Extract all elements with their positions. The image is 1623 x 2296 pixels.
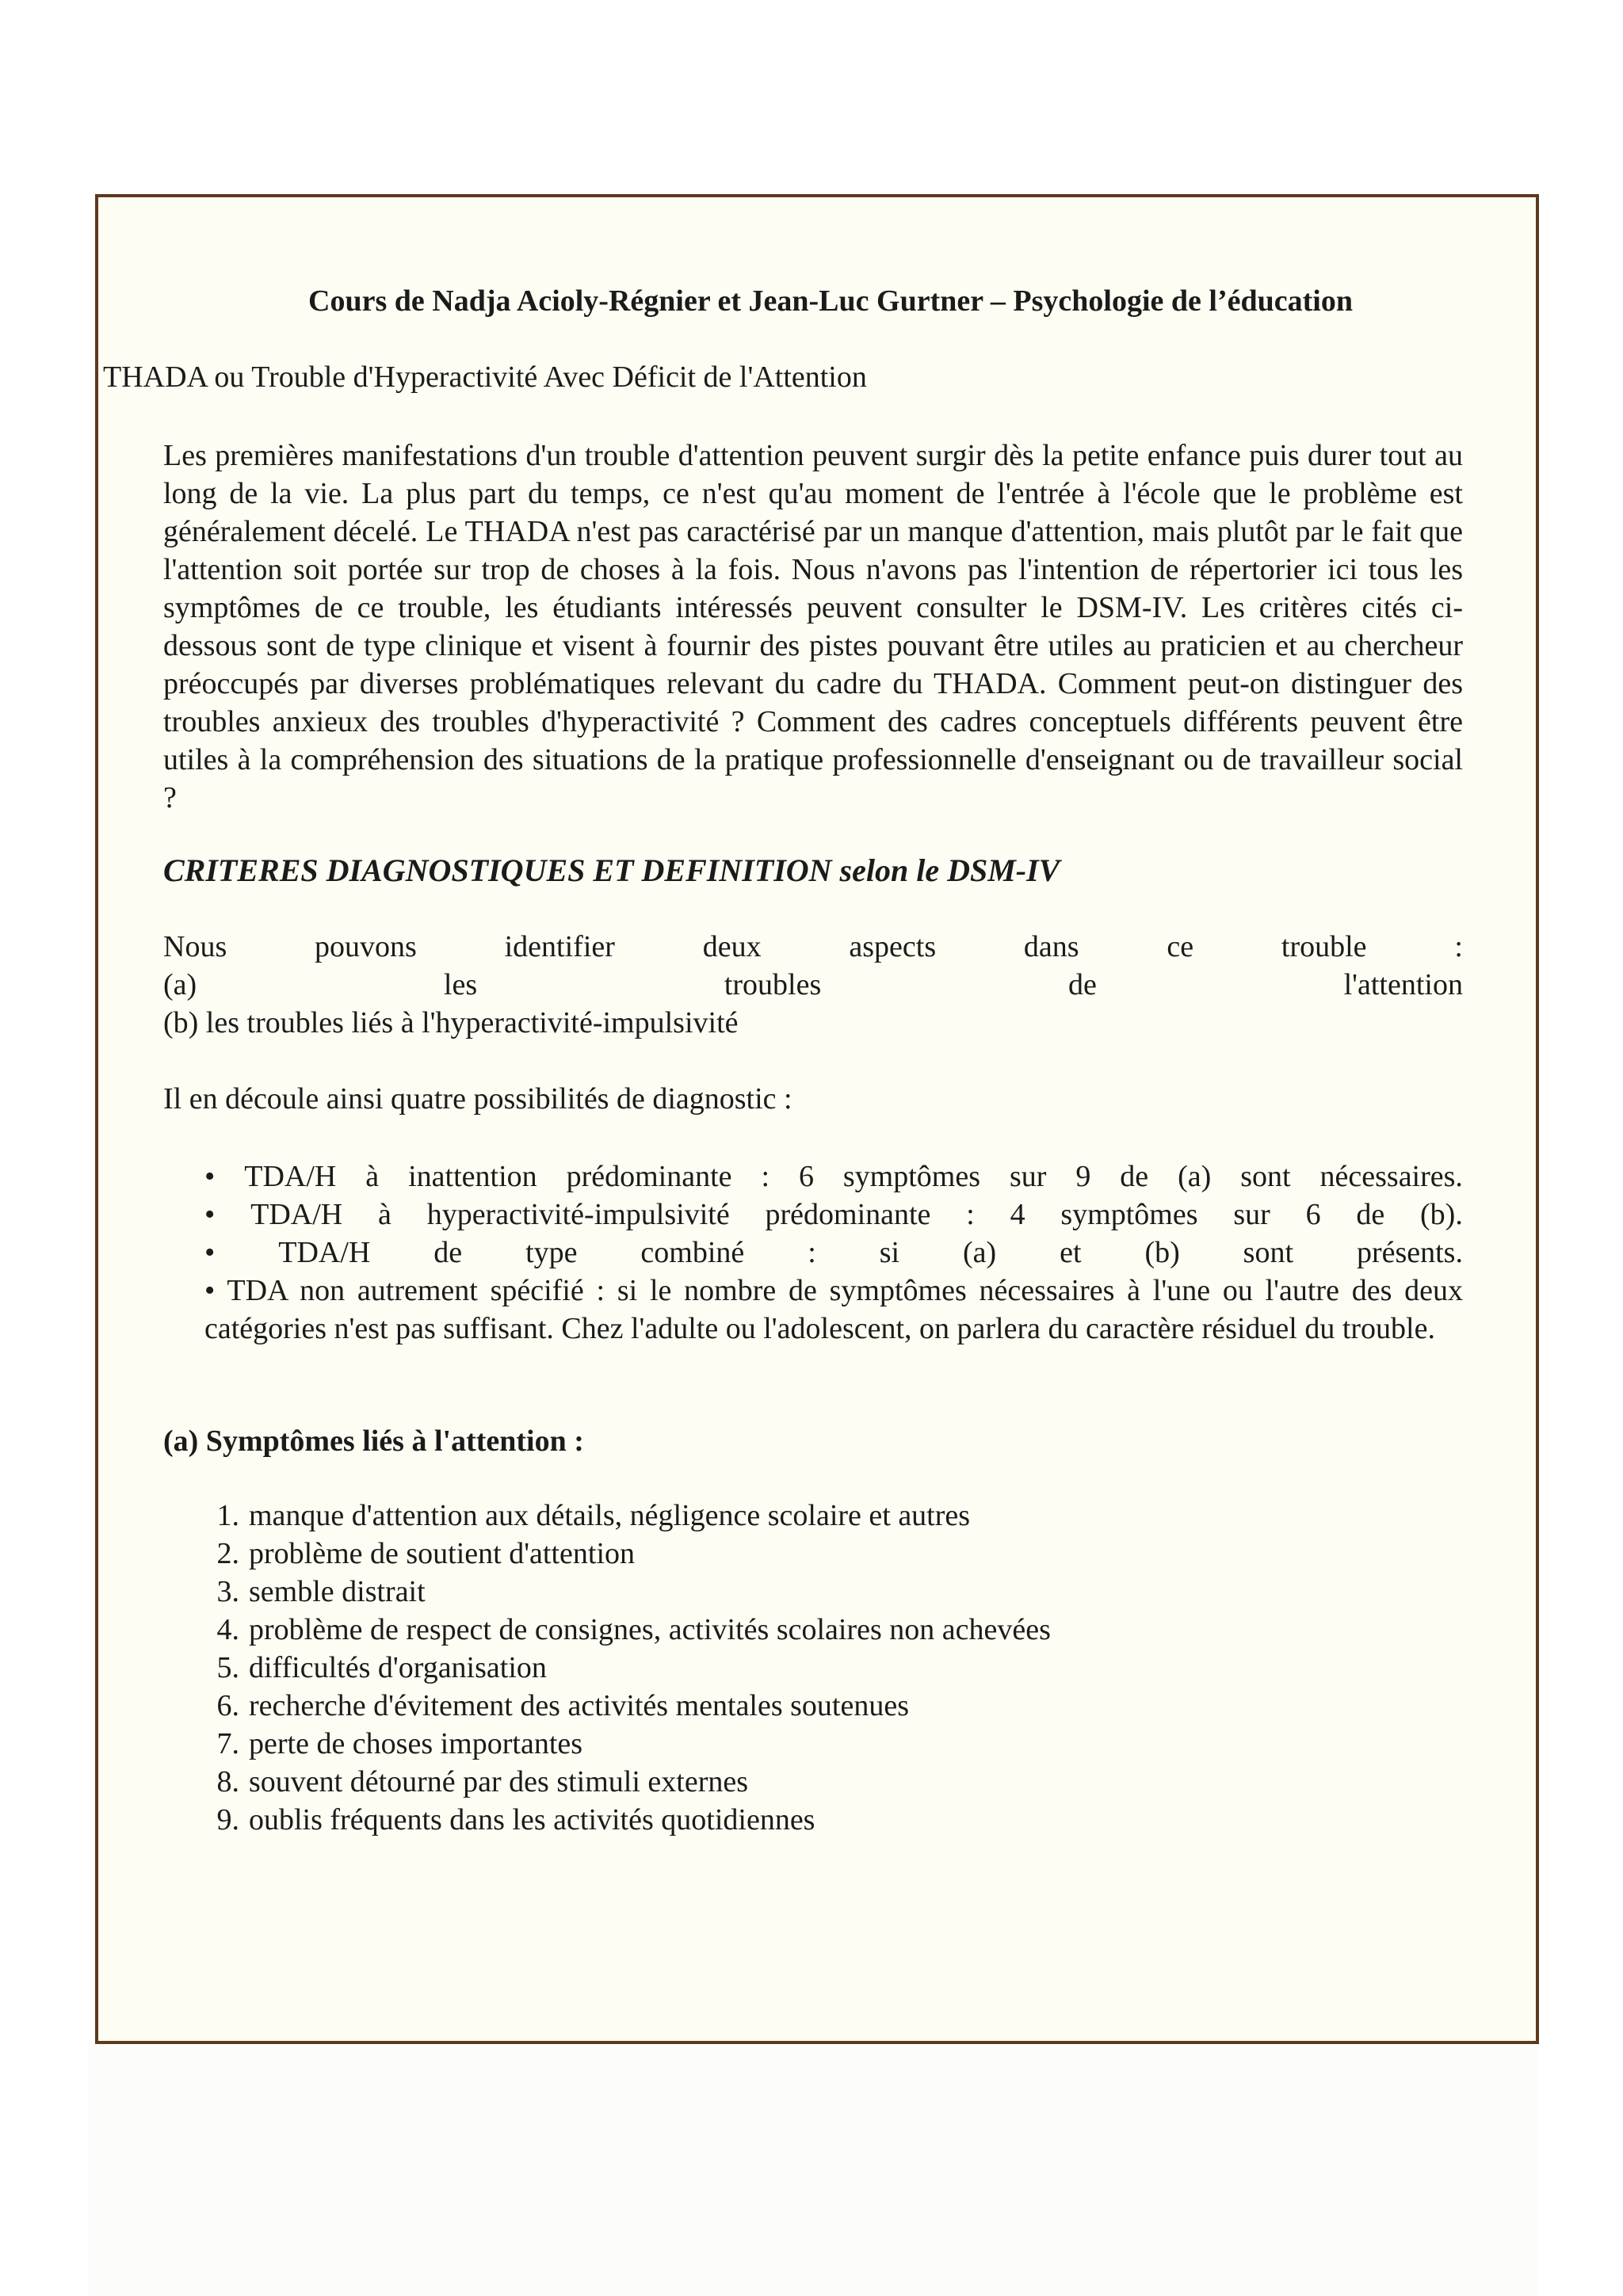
word: 9 <box>1075 1160 1091 1193</box>
possibilities-intro: Il en découle ainsi quatre possibilités de diagnostic : <box>163 1082 792 1116</box>
list-item <box>216 1611 1051 1649</box>
attention-symptoms-heading: (a) Symptômes liés à l'attention : <box>163 1425 584 1458</box>
word: (b) <box>1144 1236 1180 1269</box>
word: • <box>204 1198 216 1231</box>
aspects-intro-line <box>163 928 1463 966</box>
word: aspects <box>849 930 937 963</box>
aspects-paragraph <box>163 928 1463 1042</box>
list-item <box>216 1497 1051 1535</box>
list-item-text: oublis fréquents dans les activités quotidiennes <box>249 1803 815 1836</box>
list-item-text: problème de respect de consignes, activités scolaires non achevées <box>249 1613 1051 1646</box>
bullet-item <box>204 1158 1463 1196</box>
aspect-b-line: (b) les troubles liés à l'hyperactivité-impulsivité <box>163 1006 739 1039</box>
word: hyperactivité-impulsivité <box>426 1198 730 1231</box>
list-item-text: semble distrait <box>249 1575 426 1608</box>
list-item-number: 4. <box>216 1613 239 1646</box>
word: et <box>1060 1236 1082 1269</box>
bullet-item <box>204 1196 1463 1234</box>
word: symptômes <box>842 1160 981 1193</box>
word: pouvons <box>315 930 417 963</box>
word: présents. <box>1356 1236 1463 1269</box>
list-item <box>216 1573 1051 1611</box>
list-item-number: 2. <box>216 1537 239 1570</box>
list-item <box>216 1649 1051 1687</box>
word: trouble <box>1281 930 1367 963</box>
word: sur <box>1009 1160 1047 1193</box>
list-item <box>216 1763 1051 1801</box>
criteria-title: CRITERES DIAGNOSTIQUES ET DEFINITION selon le DSM-IV <box>163 852 1060 888</box>
word: dans <box>1023 930 1079 963</box>
word: Nous <box>163 930 227 963</box>
word: TDA/H <box>244 1160 337 1193</box>
word: l'attention <box>1343 968 1463 1001</box>
document-content <box>98 197 1536 2041</box>
word: (b). <box>1420 1198 1463 1231</box>
word: identifier <box>504 930 615 963</box>
word: (a) <box>962 1236 997 1269</box>
word: 4 <box>1010 1198 1025 1231</box>
word: (a) <box>1178 1160 1212 1193</box>
list-item-text: perte de choses importantes <box>249 1727 583 1760</box>
document-frame <box>95 194 1539 2044</box>
word: (a) <box>163 968 197 1001</box>
word: deux <box>702 930 762 963</box>
word: 6 <box>1305 1198 1321 1231</box>
list-item <box>216 1801 1051 1839</box>
word: • <box>204 1160 216 1193</box>
word: TDA/H <box>250 1198 343 1231</box>
diagnosis-bullets <box>204 1158 1463 1348</box>
bullet-item <box>204 1234 1463 1272</box>
word: : <box>808 1236 816 1269</box>
list-item-number: 5. <box>216 1651 239 1684</box>
intro-paragraph: Les premières manifestations d'un trouble d'attention peuvent surgir dès la petite enfance puis durer tout au long de la vie. La plus part du temps, ce n'est qu'au moment de l'entrée à l'école que le problème est généralement décelé. Le THADA n'est pas caractérisé par un manque d'attention, mais plutôt par le fait que l'attention soit portée sur trop de choses à la fois. Nous n'avons pas l'intention de répertorier ici tous les symptômes de ce trouble, les étudiants intéressés peuvent consulter le DSM-IV. Les critères cités ci-dessous sont de type clinique et visent à fournir des pistes pouvant être utiles au praticien et au chercheur préoccupés par diverses problématiques relevant du cadre du THADA. Comment peut-on distinguer des troubles anxieux des troubles d'hyperactivité ? Comment des cadres conceptuels différents peuvent être utiles à la compréhension des situations de la pratique professionnelle d'enseignant ou de travailleur social ? <box>163 439 1463 814</box>
list-item-text: difficultés d'organisation <box>249 1651 547 1684</box>
word: de <box>433 1236 463 1269</box>
list-item <box>216 1535 1051 1573</box>
word: combiné <box>640 1236 745 1269</box>
list-item-number: 8. <box>216 1765 239 1798</box>
aspect-a-line <box>163 966 1463 1004</box>
word: à <box>365 1160 380 1193</box>
list-item <box>216 1725 1051 1763</box>
list-item-number: 1. <box>216 1499 239 1532</box>
word: de <box>1068 968 1097 1001</box>
list-item-number: 6. <box>216 1689 239 1722</box>
word: si <box>879 1236 900 1269</box>
word: à <box>378 1198 391 1231</box>
word: de <box>1120 1160 1149 1193</box>
list-item-number: 7. <box>216 1727 239 1760</box>
word: ce <box>1167 930 1194 963</box>
list-item-text: souvent détourné par des stimuli externes <box>249 1765 749 1798</box>
list-item <box>216 1687 1051 1725</box>
word: prédominante <box>765 1198 931 1231</box>
word: prédominante <box>566 1160 732 1193</box>
word: troubles <box>724 968 822 1001</box>
word: sur <box>1233 1198 1270 1231</box>
list-item-text: problème de soutient d'attention <box>249 1537 636 1570</box>
attention-symptom-list <box>216 1497 1051 1839</box>
word: de <box>1356 1198 1385 1231</box>
word: sont <box>1243 1236 1294 1269</box>
word: inattention <box>408 1160 537 1193</box>
bullet-item: • TDA non autrement spécifié : si le nombre de symptômes nécessaires à l'une ou l'autre des deux catégories n'est pas suffisant. Chez l'adulte ou l'adolescent, on parlera du caractère résiduel du trouble. <box>204 1274 1463 1345</box>
word: symptômes <box>1060 1198 1198 1231</box>
word: • <box>204 1236 216 1269</box>
page-lower-area <box>89 2042 1539 2296</box>
word: 6 <box>798 1160 814 1193</box>
word: nécessaires. <box>1319 1160 1463 1193</box>
word: : <box>966 1198 975 1231</box>
list-item-text: recherche d'évitement des activités mentales soutenues <box>249 1689 910 1722</box>
word: les <box>443 968 478 1001</box>
course-title: Cours de Nadja Acioly-Régnier et Jean-Luc Gurtner – Psychologie de l’éducation <box>308 284 1353 318</box>
section-heading: THADA ou Trouble d'Hyperactivité Avec Déficit de l'Attention <box>103 360 867 394</box>
word: : <box>761 1160 770 1193</box>
list-item-number: 3. <box>216 1575 239 1608</box>
word: type <box>525 1236 578 1269</box>
list-item-number: 9. <box>216 1803 239 1836</box>
word: : <box>1454 930 1463 963</box>
word: TDA/H <box>278 1236 371 1269</box>
word: sont <box>1240 1160 1291 1193</box>
list-item-text: manque d'attention aux détails, négligence scolaire et autres <box>249 1499 971 1532</box>
